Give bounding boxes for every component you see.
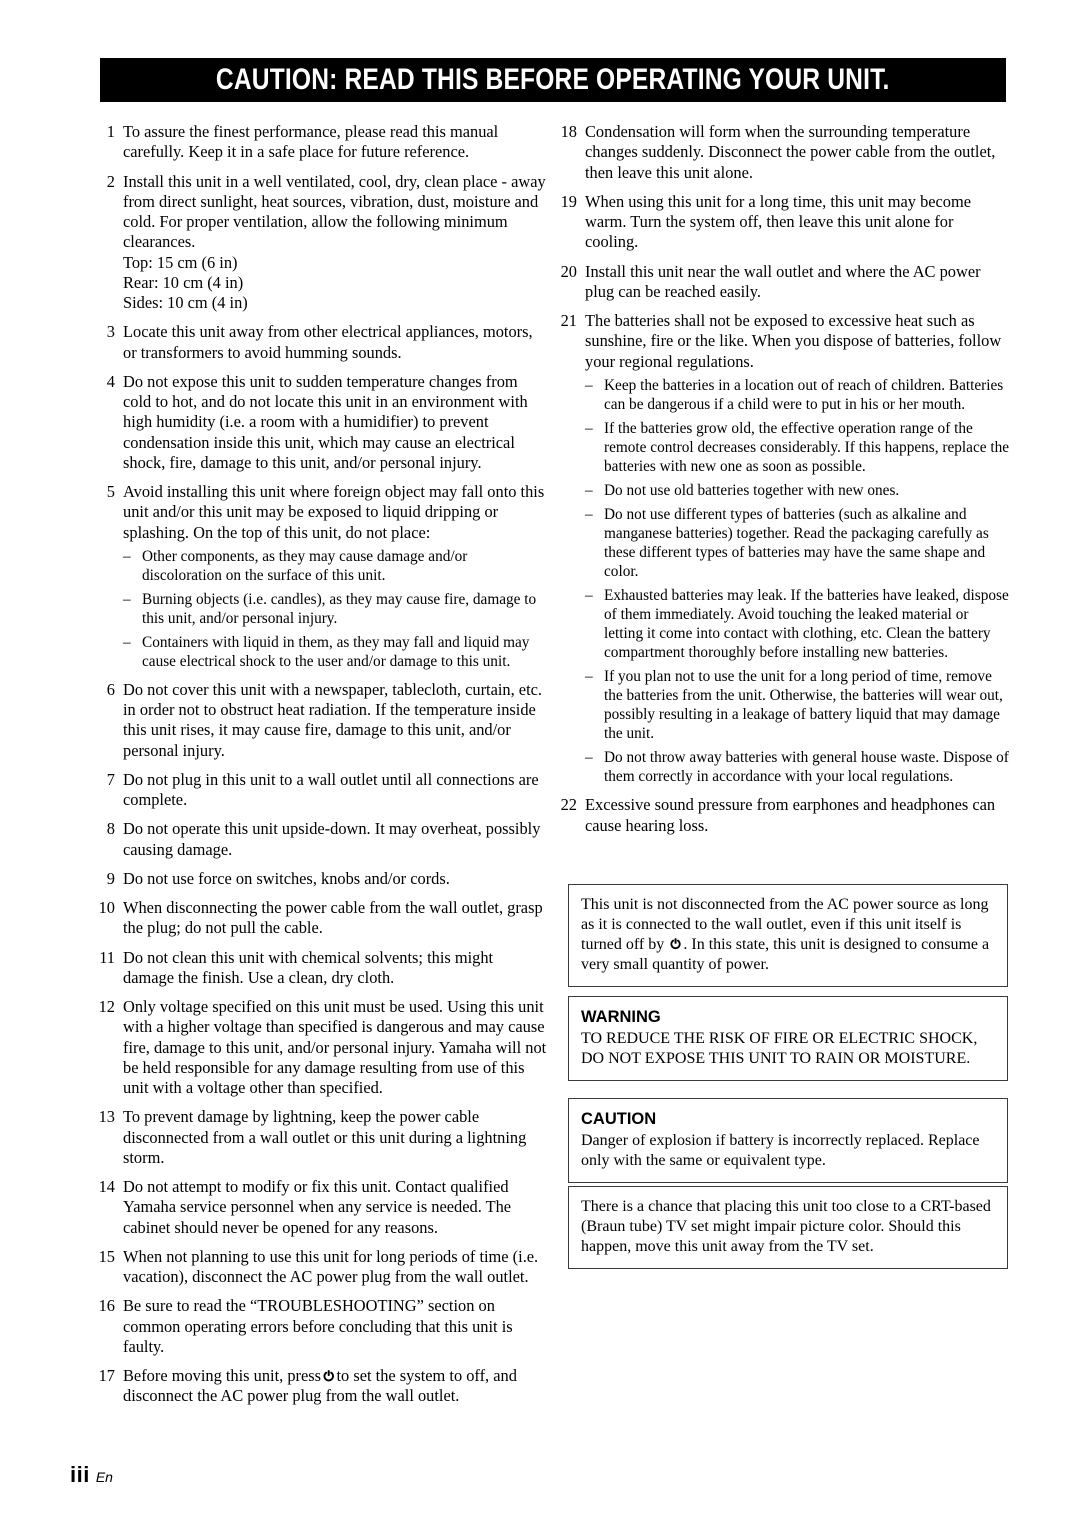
dash-bullet: – bbox=[123, 633, 131, 651]
item-number: 6 bbox=[106, 679, 115, 699]
caution-banner bbox=[100, 58, 1006, 102]
item-text: Be sure to read the “TROUBLESHOOTING” section on common operating errors before concluding that this unit is faulty. bbox=[123, 1296, 513, 1356]
list-item-18 bbox=[560, 122, 1010, 183]
list-item-2 bbox=[98, 172, 548, 314]
power-symbol-icon bbox=[322, 1369, 335, 1382]
item-body bbox=[123, 122, 548, 163]
ac-text-before-icon: This unit is not disconnected from the AC power source as long as it is connected to the wall outlet, even if this unit itself is turned off by bbox=[581, 896, 989, 954]
list-item-22 bbox=[560, 795, 1010, 836]
page-number: iii bbox=[70, 1462, 90, 1487]
list-item-16 bbox=[98, 1296, 548, 1357]
warning-heading: WARNING bbox=[581, 1008, 661, 1026]
dash-bullet: – bbox=[123, 547, 131, 565]
list-item-3 bbox=[98, 322, 548, 363]
item-number: 7 bbox=[106, 769, 115, 789]
item-body bbox=[123, 1296, 548, 1357]
item-number: 8 bbox=[106, 819, 115, 839]
sub-list-item bbox=[585, 505, 1010, 581]
item-text: Locate this unit away from other electrical appliances, motors, or transformers to avoid humming sounds. bbox=[123, 322, 533, 362]
item-body bbox=[123, 898, 548, 939]
item-body bbox=[123, 1107, 548, 1168]
sub-item-text: Keep the batteries in a location out of reach of children. Batteries can be dangerous if a child were to put in his or her mouth. bbox=[604, 376, 1004, 413]
right-column bbox=[560, 122, 1010, 845]
item-text: To prevent damage by lightning, keep the power cable disconnected from a wall outlet or this unit during a lightning storm. bbox=[123, 1107, 527, 1167]
item-number: 17 bbox=[98, 1366, 115, 1386]
dash-bullet: – bbox=[585, 668, 593, 686]
item-number: 5 bbox=[106, 482, 115, 501]
item-body bbox=[123, 1366, 548, 1407]
item-text-after-icon: to set the system to off, and disconnect the AC power plug from the wall outlet. bbox=[123, 1366, 517, 1406]
item-body bbox=[123, 770, 548, 811]
item-body bbox=[123, 482, 548, 671]
list-item-9 bbox=[98, 869, 548, 889]
item-text: When using this unit for a long time, this unit may become warm. Turn the system off, then leave this unit alone for cooling. bbox=[585, 191, 972, 252]
dash-bullet: – bbox=[585, 376, 593, 394]
sub-list-item bbox=[585, 481, 1010, 500]
item-number: 12 bbox=[98, 997, 115, 1017]
sub-item-text: Exhausted batteries may leak. If the batteries have leaked, dispose of them immediately. Avoid touching the leaked material or letting it come into contact with clothing, etc. Clean the battery compartment thoroughly before installing new batteries. bbox=[604, 587, 1009, 662]
item-body bbox=[585, 311, 1010, 786]
item-number: 20 bbox=[560, 261, 577, 281]
item-text: Install this unit in a well ventilated, cool, dry, clean place - away from direct sunlight, heat sources, vibration, dust, moisture and cold. For proper ventilation, allow the following minimum clearances. bbox=[123, 171, 546, 252]
sub-item-text: Do not throw away batteries with general house waste. Dispose of them correctly in accordance with your local regulations. bbox=[604, 749, 1009, 786]
item-text: Install this unit near the wall outlet and where the AC power plug can be reached easily. bbox=[585, 261, 981, 301]
page-title: CAUTION: READ THIS BEFORE OPERATING YOUR UNIT. bbox=[216, 63, 890, 96]
list-item-7 bbox=[98, 770, 548, 811]
clearance-top: Top: 15 cm (6 in) bbox=[123, 252, 238, 272]
item-body bbox=[123, 372, 548, 473]
item-number: 14 bbox=[98, 1177, 115, 1197]
item-body bbox=[123, 322, 548, 363]
item-text: Avoid installing this unit where foreign object may fall onto this unit and/or this unit may be exposed to liquid dripping or splashing. On the top of this unit, do not place: bbox=[123, 482, 545, 542]
list-item-21 bbox=[560, 311, 1010, 786]
item-body bbox=[123, 1177, 548, 1238]
ac-text-after-icon: . In this state, this unit is designed to consume a very small quantity of power. bbox=[581, 936, 990, 974]
item-body bbox=[123, 869, 548, 889]
dash-bullet: – bbox=[585, 749, 593, 767]
item-text: Do not expose this unit to sudden temperature changes from cold to hot, and do not locate this unit in an environment with high humidity (i.e. a room with a humidifier) to prevent condensation inside this unit, which may cause an electrical shock, fire, damage to this unit, and/or personal injury. bbox=[123, 371, 528, 472]
clearance-rear: Rear: 10 cm (4 in) bbox=[123, 272, 244, 292]
item-text-before-icon: Before moving this unit, press bbox=[123, 1366, 322, 1386]
item-number: 16 bbox=[98, 1296, 115, 1316]
list-item-4 bbox=[98, 372, 548, 473]
sub-item-text: Containers with liquid in them, as they may fall and liquid may cause electrical shock to the user and/or damage to this unit. bbox=[142, 633, 530, 670]
item-number: 2 bbox=[106, 171, 115, 191]
list-item-6 bbox=[98, 680, 548, 761]
sub-list bbox=[123, 547, 548, 671]
sub-item-text: Do not use different types of batteries (such as alkaline and manganese batteries) together. Read the packaging carefully as these different types of batteries may have the same shape and color. bbox=[604, 505, 989, 581]
sub-list-item bbox=[123, 590, 548, 628]
item-body bbox=[585, 122, 1010, 183]
item-body bbox=[585, 262, 1010, 303]
item-number: 21 bbox=[560, 311, 577, 330]
item-number: 19 bbox=[560, 191, 577, 211]
sub-list-item bbox=[585, 667, 1010, 743]
list-item-14 bbox=[98, 1177, 548, 1238]
power-symbol-icon bbox=[669, 937, 682, 950]
sub-item-text: If you plan not to use the unit for a long period of time, remove the batteries from the unit. Otherwise, the batteries will wear out, possibly resulting in a leakage of battery liquid that may damage the unit. bbox=[604, 668, 1003, 743]
sub-item-text: If the batteries grow old, the effective operation range of the remote control decreases considerably. If this happens, replace the batteries with new one as soon as possible. bbox=[604, 419, 1010, 475]
item-text-wrapper bbox=[123, 1366, 548, 1407]
sub-list bbox=[585, 376, 1010, 787]
sub-item-text: Do not use old batteries together with new ones. bbox=[604, 481, 900, 499]
item-text: Only voltage specified on this unit must be used. Using this unit with a higher voltage than specified is dangerous and may cause fire, damage to this unit, and/or personal injury. Yamaha will not be held responsible for any damage resulting from use of this unit with a voltage other than specified. bbox=[123, 997, 547, 1098]
sub-list-item bbox=[585, 586, 1010, 662]
item-number: 4 bbox=[106, 371, 115, 391]
sub-list-item bbox=[585, 376, 1010, 414]
item-text: Do not operate this unit upside-down. It may overheat, possibly causing damage. bbox=[123, 819, 541, 859]
dash-bullet: – bbox=[585, 481, 593, 499]
language-code: En bbox=[95, 1469, 113, 1485]
item-number: 10 bbox=[98, 898, 115, 918]
item-body bbox=[123, 819, 548, 860]
item-text: Condensation will form when the surrounding temperature changes suddenly. Disconnect the power cable from the outlet, then leave this unit alone. bbox=[585, 122, 996, 182]
caution-box bbox=[568, 1098, 1008, 1183]
sub-list-item bbox=[123, 633, 548, 671]
caution-text: Danger of explosion if battery is incorrectly replaced. Replace only with the same or equivalent type. bbox=[581, 1132, 980, 1170]
list-item-19 bbox=[560, 192, 1010, 253]
item-text: Excessive sound pressure from earphones and headphones can cause hearing loss. bbox=[585, 795, 996, 835]
item-text: Do not attempt to modify or fix this unit. Contact qualified Yamaha service personnel when any service is needed. The cabinet should never be opened for any reasons. bbox=[123, 1177, 512, 1237]
item-body bbox=[585, 192, 1010, 253]
item-number: 1 bbox=[106, 122, 115, 141]
clearance-sides: Sides: 10 cm (4 in) bbox=[123, 293, 248, 312]
caution-heading: CAUTION bbox=[581, 1110, 657, 1128]
list-item-8 bbox=[98, 819, 548, 860]
item-body bbox=[123, 948, 548, 989]
sub-item-text: Other components, as they may cause damage and/or discoloration on the surface of this unit. bbox=[142, 547, 468, 584]
item-text: Do not clean this unit with chemical solvents; this might damage the finish. Use a clean, dry cloth. bbox=[123, 947, 494, 987]
item-body bbox=[123, 172, 548, 314]
sub-list-item bbox=[123, 547, 548, 585]
left-column bbox=[98, 122, 548, 1416]
item-number: 13 bbox=[98, 1107, 115, 1127]
item-number: 9 bbox=[106, 868, 115, 888]
list-item-10 bbox=[98, 898, 548, 939]
list-item-20 bbox=[560, 262, 1010, 303]
list-item-13 bbox=[98, 1107, 548, 1168]
dash-bullet: – bbox=[123, 590, 131, 608]
page-footer bbox=[70, 1462, 113, 1488]
dash-bullet: – bbox=[585, 587, 593, 605]
list-item-15 bbox=[98, 1247, 548, 1288]
list-item-5 bbox=[98, 482, 548, 671]
item-text: Do not use force on switches, knobs and/or cords. bbox=[123, 868, 450, 888]
item-number: 18 bbox=[560, 122, 577, 141]
dash-bullet: – bbox=[585, 419, 593, 437]
item-number: 3 bbox=[106, 322, 115, 342]
list-item-11 bbox=[98, 948, 548, 989]
item-text: Do not cover this unit with a newspaper, tablecloth, curtain, etc. in order not to obstruct heat radiation. If the temperature inside this unit rises, it may cause fire, damage to this unit, and/or personal injury. bbox=[123, 679, 543, 760]
sub-item-text: Burning objects (i.e. candles), as they may cause fire, damage to this unit, and/or personal injury. bbox=[142, 590, 537, 627]
list-item-1 bbox=[98, 122, 548, 163]
item-text: When disconnecting the power cable from the wall outlet, grasp the plug; do not pull the cable. bbox=[123, 898, 543, 938]
item-body bbox=[123, 997, 548, 1098]
item-body bbox=[123, 1247, 548, 1288]
sub-list-item bbox=[585, 748, 1010, 786]
item-body bbox=[585, 795, 1010, 836]
item-text: When not planning to use this unit for long periods of time (i.e. vacation), disconnect the AC power plug from the wall outlet. bbox=[123, 1246, 539, 1287]
item-text: To assure the finest performance, please read this manual carefully. Keep it in a safe place for future reference. bbox=[123, 122, 499, 162]
crt-notice-box bbox=[568, 1186, 1008, 1269]
item-text: Do not plug in this unit to a wall outlet until all connections are complete. bbox=[123, 769, 539, 810]
item-number: 22 bbox=[560, 795, 577, 815]
sub-list-item bbox=[585, 419, 1010, 476]
list-item-12 bbox=[98, 997, 548, 1098]
item-number: 15 bbox=[98, 1246, 115, 1266]
list-item-17 bbox=[98, 1366, 548, 1407]
ac-power-notice-box bbox=[568, 884, 1008, 987]
warning-text: TO REDUCE THE RISK OF FIRE OR ELECTRIC SHOCK, DO NOT EXPOSE THIS UNIT TO RAIN OR MOISTURE. bbox=[581, 1030, 978, 1068]
ac-power-notice-text bbox=[581, 895, 995, 975]
item-body bbox=[123, 680, 548, 761]
crt-notice-text: There is a chance that placing this unit too close to a CRT-based (Braun tube) TV set might impair picture color. Should this happen, move this unit away from the TV set. bbox=[581, 1198, 991, 1256]
item-number: 11 bbox=[99, 947, 115, 967]
dash-bullet: – bbox=[585, 505, 593, 523]
item-text: The batteries shall not be exposed to excessive heat such as sunshine, fire or the like. When you dispose of batteries, follow your regional regulations. bbox=[585, 311, 1002, 371]
warning-box bbox=[568, 996, 1008, 1081]
